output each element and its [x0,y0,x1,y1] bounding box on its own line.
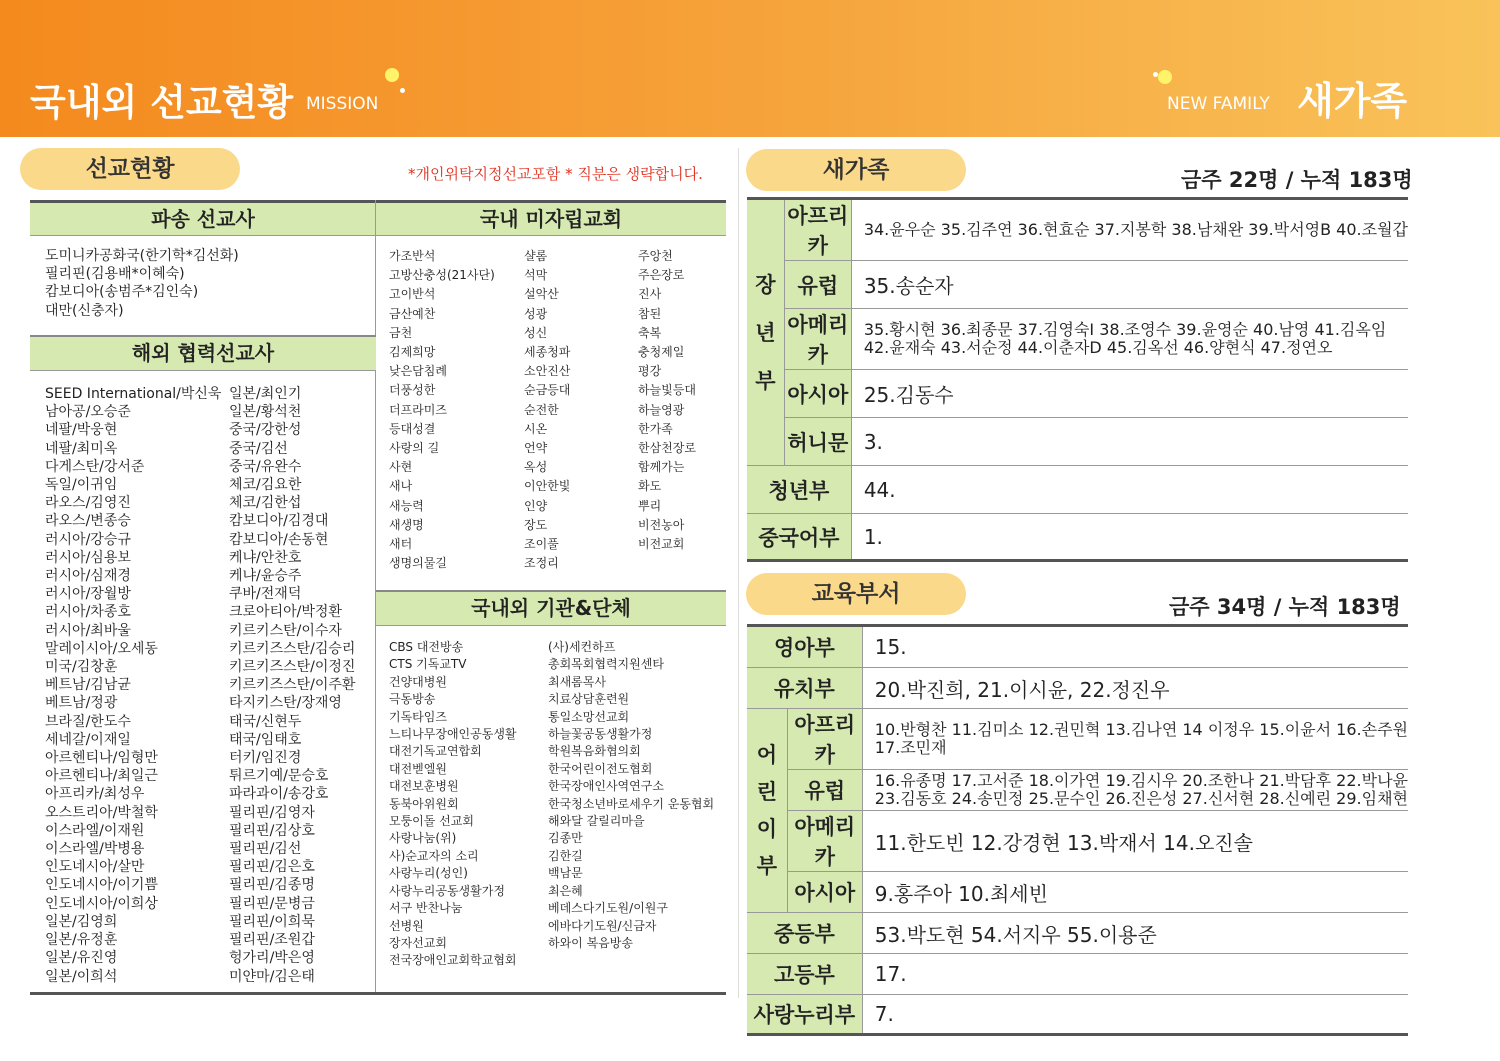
row-value [862,709,1408,770]
group-char: 장 [755,272,776,297]
list-item: 한국어린이전도협회 [548,761,653,776]
list-item: 비전농아 [638,517,685,532]
decor-dot-icon [400,88,405,93]
list-item: 키르키즈스탄/이주환 [229,677,356,694]
list-item: 더풍성한 [389,383,436,398]
list-item: SEED International/박신욱 [45,386,222,402]
overseas-header: 해외 협력선교사 [30,335,376,371]
list-item: 케냐/윤승주 [229,568,302,585]
list-item: 모퉁이돌 선교회 [389,814,474,829]
list-item: 독일/이귀임 [45,477,118,494]
list-item: 타지키스탄/장재영 [229,695,342,712]
list-item: 건양대병원 [389,674,447,689]
row-value-line: 16.유종명 17.고서준 18.이가연 19.김시우 20.조한나 21.박담후 22.박나윤 [874,771,1408,790]
institutions-header: 국내외 기관&단체 [376,590,726,626]
list-item: 석막 [524,268,548,283]
list-item: 캄보디아/김경대 [229,513,329,530]
header-banner [0,0,1500,137]
list-item: 참된 [638,306,662,321]
list-item: 아르헨티나/임형만 [45,750,158,767]
list-item: 주앙천 [638,249,673,263]
list-item: 최새롬목사 [548,674,606,689]
list-item: 태국/임태호 [229,731,302,748]
list-item: 김한길 [548,848,583,863]
list-item: 체코/김한섭 [229,495,302,512]
row-value: 44. [851,466,1408,514]
list-item: 학원복음화협의회 [548,744,641,759]
list-item: 전국장애인교회학교협회 [389,953,517,968]
row-label: 아프리카 [784,199,851,261]
list-item: 체코/김요한 [229,477,302,494]
education-pill: 교육부서 [746,573,966,615]
list-item: 화도 [638,479,662,494]
list-item: 더프라미즈 [389,402,447,417]
list-item: 케냐/안찬호 [229,549,302,566]
left-bottom-rule [30,992,726,995]
churches-list-col2 [524,247,570,573]
dispatch-header: 파송 선교사 [30,200,376,236]
list-item: 튀르기예/문승호 [229,768,329,785]
list-item: 일본/황석천 [229,404,302,421]
list-item: 평강 [638,364,662,379]
row-label: 아프리카 [787,709,862,770]
group-char: 이 [756,816,778,841]
list-item: 쿠바/전재덕 [229,586,302,603]
row-label: 중국어부 [747,514,851,561]
row-label: 아메리카 [787,811,862,872]
row-value-line: 10.반형찬 11.김미소 12.권민혁 13.김나연 14 이정우 15.이윤서 16.손주원 [874,720,1408,739]
list-item: 일본/유진영 [45,950,118,967]
list-item: 시온 [524,421,548,436]
list-item: 필리핀/김종명 [229,877,315,894]
list-item: 터키/임진경 [229,750,302,767]
list-item: 베트남/정광 [45,695,118,712]
row-value: 25.김동수 [851,370,1408,418]
list-item: 새터 [389,537,413,552]
list-item: 한국청소년바로세우기 운동협회 [548,796,715,811]
list-item: 금천 [389,325,413,340]
group-char: 년 [755,320,776,345]
row-value: 15. [862,626,1408,668]
list-item: 필리핀(김용배*이혜숙) [45,266,185,283]
list-item: 일본/최인기 [229,386,302,402]
list-item: 아프리카/최성우 [45,786,145,803]
list-item: 러시아/강승규 [45,531,131,548]
list-item: 다게스탄/강서준 [45,458,145,475]
list-item: 최은혜 [548,883,583,898]
list-item: 사랑누리(성인) [389,866,468,881]
list-item: 이스라엘/이재원 [45,822,145,839]
row-label: 유럽 [784,261,851,309]
list-item: 키르키즈스탄/이정진 [229,659,356,676]
row-label: 아메리카 [784,309,851,370]
row-value: 7. [874,1002,894,1026]
list-item: 네팔/최미옥 [45,440,118,457]
list-item: 중국/유완수 [229,458,302,475]
group-char: 어 [756,742,778,767]
row-value: 53.박도현 54.서지우 55.이용준 [862,913,1408,954]
list-item: 성광 [524,306,548,321]
row-value: 17. [862,954,1408,995]
list-item: 한삼천장로 [638,441,696,456]
list-item: 키르키스탄/이수자 [229,622,342,639]
list-item: 기독타임즈 [389,709,447,724]
row-label: 유럽 [787,770,862,811]
row-label: 고등부 [747,954,862,995]
list-item: 등대성결 [389,421,436,436]
list-item: 키르키즈스탄/김승리 [229,640,356,657]
list-item: 필리핀/김선 [229,841,302,858]
row-value-line: 23.김동호 24.송민정 25.문수인 26.진은성 27.신서현 28.신예린 29.임채현 [874,789,1408,808]
decor-dot-icon [1158,70,1172,84]
list-item: 미국/김창훈 [45,659,118,676]
list-item: 이안한빛 [524,479,571,494]
list-item: 말레이시아/오세동 [45,640,158,657]
row-value: 20.박진희, 21.이시윤, 22.정진우 [862,668,1408,709]
dispatch-list [45,247,239,320]
list-item: 필리핀/김상호 [229,822,315,839]
list-item: 하늘빛등대 [638,383,696,398]
list-item: 옥성 [524,460,548,475]
list-item: 도미니카공화국(한기학*김선화) [45,248,239,264]
list-item: 대전기독교연합회 [389,744,482,759]
list-item: 하와이 복음방송 [548,935,633,950]
list-item: 대만(신충자) [45,302,124,319]
list-item: 순금등대 [524,383,571,398]
list-item: 태국/신현두 [229,713,302,730]
list-item: 새능력 [389,498,424,513]
list-item: 총회목회협력지원센타 [548,657,664,672]
list-item: 라오스/김영진 [45,495,131,512]
list-item: 네팔/박웅현 [45,422,118,439]
list-item: 아르헨티나/최일근 [45,768,158,785]
row-value-line: 17.조민재 [874,738,947,757]
row-label: 사랑누리부 [747,995,862,1035]
list-item: 새나 [389,479,413,494]
list-item: CBS 대전방송 [389,640,464,654]
list-item: 김종만 [548,831,583,846]
list-item: 대전벧엘원 [389,761,447,776]
list-item: 함께가는 [638,460,685,475]
list-item: 대전보훈병원 [389,779,459,794]
list-item: 하늘꽃공동생활가정 [548,727,653,742]
list-item: 조정리 [524,556,559,571]
list-item: 헝가리/박은영 [229,950,315,967]
adult-group-label [747,199,784,466]
list-item: 샬롬 [524,249,548,263]
list-item: 치료상담훈련원 [548,692,630,707]
row-value: 11.한도빈 12.강경현 13.박재서 14.오진솔 [862,811,1408,872]
list-item: 장도 [524,517,548,532]
list-item: 한국장애인사역연구소 [548,779,664,794]
list-item: 러시아/심용보 [45,549,131,566]
list-item: 일본/김영희 [45,913,118,930]
row-label: 청년부 [747,466,851,514]
list-item: 러시아/심재경 [45,568,131,585]
list-item: 브라질/한도수 [45,713,131,730]
group-char: 부 [756,853,778,878]
list-item: 미얀마/김은태 [229,968,315,985]
list-item: 사)순교자의 소리 [389,848,479,863]
list-item: 캄보디아/손동현 [229,531,329,548]
list-item: 통일소망선교회 [548,709,630,724]
list-item: 필리핀/김영자 [229,804,315,821]
row-label: 영아부 [747,626,862,668]
list-item: 러시아/최바울 [45,622,131,639]
list-item: 중국/김선 [229,440,288,457]
newfamily-table [747,197,1408,562]
overseas-list-col1 [45,385,221,986]
list-item: (사)세컨하프 [548,640,616,654]
row-value-line: 35.황시현 36.최종문 37.김영숙I 38.조영수 39.윤영순 40.남영 41.김옥임 [863,320,1387,339]
row-value [851,309,1408,370]
list-item: 인도네시아/이기쁨 [45,877,158,894]
group-char: 린 [756,779,778,804]
list-item: 하늘영광 [638,402,685,417]
overseas-list-col2 [229,385,355,986]
row-label: 유치부 [747,668,862,709]
list-item: 오스트리아/박철학 [45,804,158,821]
list-item: 베트남/김남균 [45,677,131,694]
list-item: 축복 [638,325,662,340]
group-char: 부 [755,368,776,393]
list-item: 백남문 [548,866,583,881]
list-item: 언약 [524,441,548,456]
list-item: 사현 [389,460,413,475]
list-item: 생명의물길 [389,556,447,571]
list-item: 서구 반찬나눔 [389,901,463,916]
list-item: 해와달 갈릴리마을 [548,814,645,829]
list-item: 동북아위원회 [389,796,459,811]
churches-header: 국내 미자립교회 [376,200,726,236]
list-item: 필리핀/문병금 [229,895,315,912]
list-item: 필리핀/김은호 [229,859,315,876]
newfamily-subtitle: NEW FAMILY [1167,94,1270,114]
list-item: 사랑누리공동생활가정 [389,883,505,898]
list-item: 이스라엘/박병용 [45,841,145,858]
list-item: 선병원 [389,918,424,933]
page-divider [738,148,739,998]
list-item: 진사 [638,287,662,302]
row-label: 아시아 [784,370,851,418]
row-value: 3. [851,418,1408,466]
decor-dot-icon [385,68,399,82]
mission-title: 국내외 선교현황 [30,81,294,124]
list-item: 성신 [524,325,548,340]
list-item: 순전한 [524,402,559,417]
list-item: 인도네시아/이희상 [45,895,158,912]
list-item: 금산예찬 [389,306,436,321]
kids-group-label [747,709,787,913]
list-item: 라오스/변종승 [45,513,131,530]
list-item: 낮은담침례 [389,364,447,379]
list-item: 한가족 [638,421,673,436]
list-item: 캄보디아(송범주*김인숙) [45,284,199,301]
list-item: 필리핀/이희묵 [229,913,315,930]
list-item: CTS 기독교TV [389,657,467,672]
list-item: 인도네시아/살만 [45,859,145,876]
row-value: 34.윤우순 35.김주연 36.현효순 37.지봉학 38.남채완 39.박서영B 40.조월갑 [851,199,1408,261]
list-item: 고방산충성(21사단) [389,268,495,283]
list-item: 조이풀 [524,537,559,552]
row-label: 허니문 [784,418,851,466]
list-item: 충청제일 [638,345,685,360]
row-value: 35.송순자 [851,261,1408,309]
list-item: 뿌리 [638,498,662,513]
list-item: 남아공/오승준 [45,404,131,421]
list-item: 주은장로 [638,268,685,283]
mission-pill: 선교현황 [20,148,240,190]
list-item: 가조반석 [389,249,436,263]
newfamily-total: 금주 22명 / 누적 183명 [1181,168,1413,192]
list-item: 크로아티아/박정환 [229,604,342,621]
list-item: 극동방송 [389,692,436,707]
list-item: 러시아/장월방 [45,586,131,603]
list-item: 비전교회 [638,537,685,552]
list-item: 세네갈/이재일 [45,731,131,748]
list-item: 에바다기도원/신금자 [548,918,657,933]
list-item: 김제희망 [389,345,436,360]
list-item: 필리핀/조원갑 [229,932,315,949]
institutions-list-col1 [389,639,517,970]
list-item: 소안진산 [524,364,571,379]
list-item: 베데스다기도원/이원구 [548,901,668,916]
education-table [747,624,1408,1036]
newfamily-pill: 새가족 [746,149,966,191]
churches-list-col3 [638,247,696,554]
row-value: 1. [863,524,883,549]
list-item: 고이반석 [389,287,436,302]
row-label: 중등부 [747,913,862,954]
list-item: 일본/유정훈 [45,932,118,949]
list-item: 설악산 [524,287,559,302]
churches-list-col1 [389,247,495,573]
list-item: 파라과이/송강호 [229,786,329,803]
list-item: 느티나무장애인공동생활 [389,727,517,742]
list-item: 장자선교회 [389,935,447,950]
list-item: 새생명 [389,517,424,532]
list-item: 사랑의 길 [389,441,440,456]
education-total: 금주 34명 / 누적 183명 [1169,595,1401,619]
list-item: 중국/강한성 [229,422,302,439]
list-item: 러시아/차종호 [45,604,131,621]
row-value [862,770,1408,811]
row-value-line: 42.윤재숙 43.서순정 44.이춘자D 45.김옥선 46.양현식 47.정연오 [863,338,1333,357]
institutions-list-col2 [548,639,714,952]
mission-subtitle: MISSION [306,94,379,114]
list-item: 사랑나눔(위) [389,831,457,846]
list-item: 인양 [524,498,548,513]
mission-note: *개인위탁지정선교포함 * 직분은 생략합니다. [408,165,703,183]
newfamily-title: 새가족 [1297,79,1408,123]
row-value: 9.홍주아 10.최세빈 [862,872,1408,913]
row-label: 아시아 [787,872,862,913]
list-item: 일본/이희석 [45,968,118,985]
list-item: 세종청파 [524,345,571,360]
